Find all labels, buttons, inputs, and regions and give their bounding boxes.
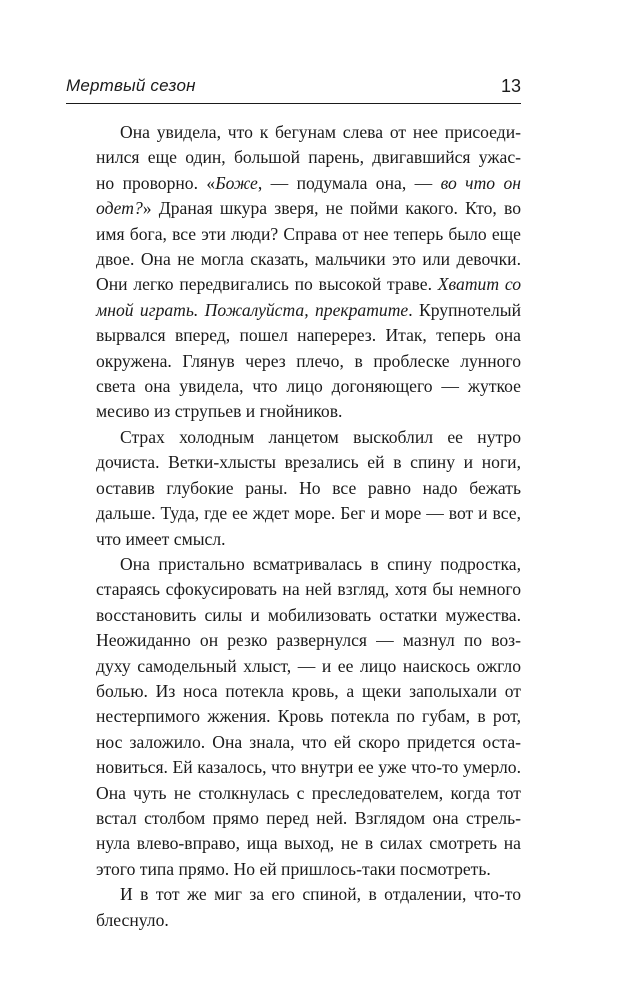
- paragraph: [96, 425, 521, 552]
- italic-text: мной играть. Пожалуйста, прекратите: [96, 299, 409, 320]
- text-run: дочиста. Ветки-хлысты врезались ей в спину и ноги,: [96, 452, 521, 473]
- text-run: этого типа прямо. Но ей пришлось-таки посмотреть.: [96, 858, 491, 879]
- text-run: болью. Из носа потекла кровь, а щеки заполыхали от: [96, 680, 521, 701]
- text-line: [96, 654, 521, 679]
- text-run: двое. Она не могла сказать, мальчики это или девочки.: [96, 249, 521, 270]
- text-run: окружена. Глянув через плечо, в проблеске лунного: [96, 350, 521, 371]
- italic-text: одет?: [96, 198, 143, 219]
- text-line: [96, 272, 521, 297]
- text-run: нился еще один, большой парень, двигавшийся ужас-: [96, 147, 521, 168]
- text-run: блеснуло.: [96, 909, 169, 930]
- text-line: [96, 247, 521, 272]
- text-run: Неожиданно он резко развернулся — мазнул по воз-: [96, 630, 521, 651]
- text-line: [96, 399, 521, 424]
- text-run: Она пристально всматривалась в спину подростка,: [120, 553, 521, 574]
- header-divider: [66, 103, 521, 104]
- text-run: дальше. Туда, где ее ждет море. Бег и море — вот и все,: [96, 503, 521, 524]
- page-number: 13: [500, 76, 521, 96]
- paragraph: [96, 120, 521, 425]
- text-run: , — подумала она, —: [257, 172, 441, 193]
- italic-text: Боже: [215, 172, 258, 193]
- text-line: [96, 425, 521, 450]
- text-line: [96, 781, 521, 806]
- text-line: [96, 196, 521, 221]
- text-line: [96, 298, 521, 323]
- text-line: [96, 476, 521, 501]
- text-run: света она увидела, что лицо догоняющего — жуткое: [96, 376, 521, 397]
- text-run: нос заложило. Она знала, что ей скоро придется оста-: [96, 731, 521, 752]
- text-run: духу самодельный хлыст, — и ее лицо наискось ожгло: [96, 655, 521, 676]
- text-line: [96, 120, 521, 145]
- text-line: [96, 755, 521, 780]
- text-line: [96, 145, 521, 170]
- text-run: нула влево-вправо, ища выход, не в силах смотреть на: [96, 833, 521, 854]
- italic-text: Хватит со: [437, 274, 521, 295]
- text-line: [96, 679, 521, 704]
- running-title: Мертвый сезон: [66, 76, 196, 95]
- text-line: [96, 501, 521, 526]
- text-line: [96, 704, 521, 729]
- text-line: [96, 577, 521, 602]
- text-run: Страх холодным ланцетом выскоблил ее нутро: [120, 426, 521, 447]
- text-line: [96, 374, 521, 399]
- text-line: [96, 323, 521, 348]
- text-run: встал столбом прямо перед ней. Взглядом она стрель-: [96, 807, 521, 828]
- text-run: оставив глубокие раны. Но все равно надо бежать: [96, 477, 521, 498]
- text-run: Они легко передвигались по высокой траве.: [96, 274, 438, 295]
- text-run: Она увидела, что к бегунам слева от нее присоеди-: [120, 122, 521, 142]
- text-line: [96, 552, 521, 577]
- text-line: [96, 628, 521, 653]
- text-run: новиться. Ей казалось, что внутри ее уже что-то умерло.: [96, 757, 521, 778]
- text-line: [96, 831, 521, 856]
- text-run: вырвался вперед, пошел наперерез. Итак, теперь она: [96, 325, 521, 346]
- page-header: [66, 74, 521, 98]
- text-run: » Драная шкура зверя, не пойми какого. Кто, во: [142, 198, 521, 219]
- paragraph: [96, 882, 521, 933]
- text-run: восстановить силы и мобилизовать остатки мужества.: [96, 604, 521, 625]
- text-line: [96, 349, 521, 374]
- text-line: [96, 857, 521, 882]
- text-run: месиво из струпьев и гнойников.: [96, 401, 343, 422]
- italic-text: во что он: [440, 172, 521, 193]
- text-run: нестерпимого жжения. Кровь потекла по губам, в рот,: [96, 706, 521, 727]
- text-line: [96, 730, 521, 755]
- text-run: . Крупнотелый: [408, 299, 521, 320]
- text-line: [96, 603, 521, 628]
- text-run: стараясь сфокусировать на ней взгляд, хотя бы немного: [96, 579, 521, 600]
- text-run: Она чуть не столкнулась с преследователем, когда тот: [96, 782, 521, 803]
- body-text: [96, 120, 521, 933]
- text-run: что имеет смысл.: [96, 528, 226, 549]
- text-line: [96, 222, 521, 247]
- text-line: [96, 908, 521, 933]
- text-line: [96, 806, 521, 831]
- text-run: но проворно. «: [96, 172, 216, 193]
- text-line: [96, 527, 521, 552]
- text-run: имя бога, все эти люди? Справа от нее теперь было еще: [96, 223, 521, 244]
- text-run: И в тот же миг за его спиной, в отдалении, что-то: [120, 884, 521, 905]
- text-line: [96, 882, 521, 907]
- text-line: [96, 171, 521, 196]
- text-line: [96, 450, 521, 475]
- paragraph: [96, 552, 521, 882]
